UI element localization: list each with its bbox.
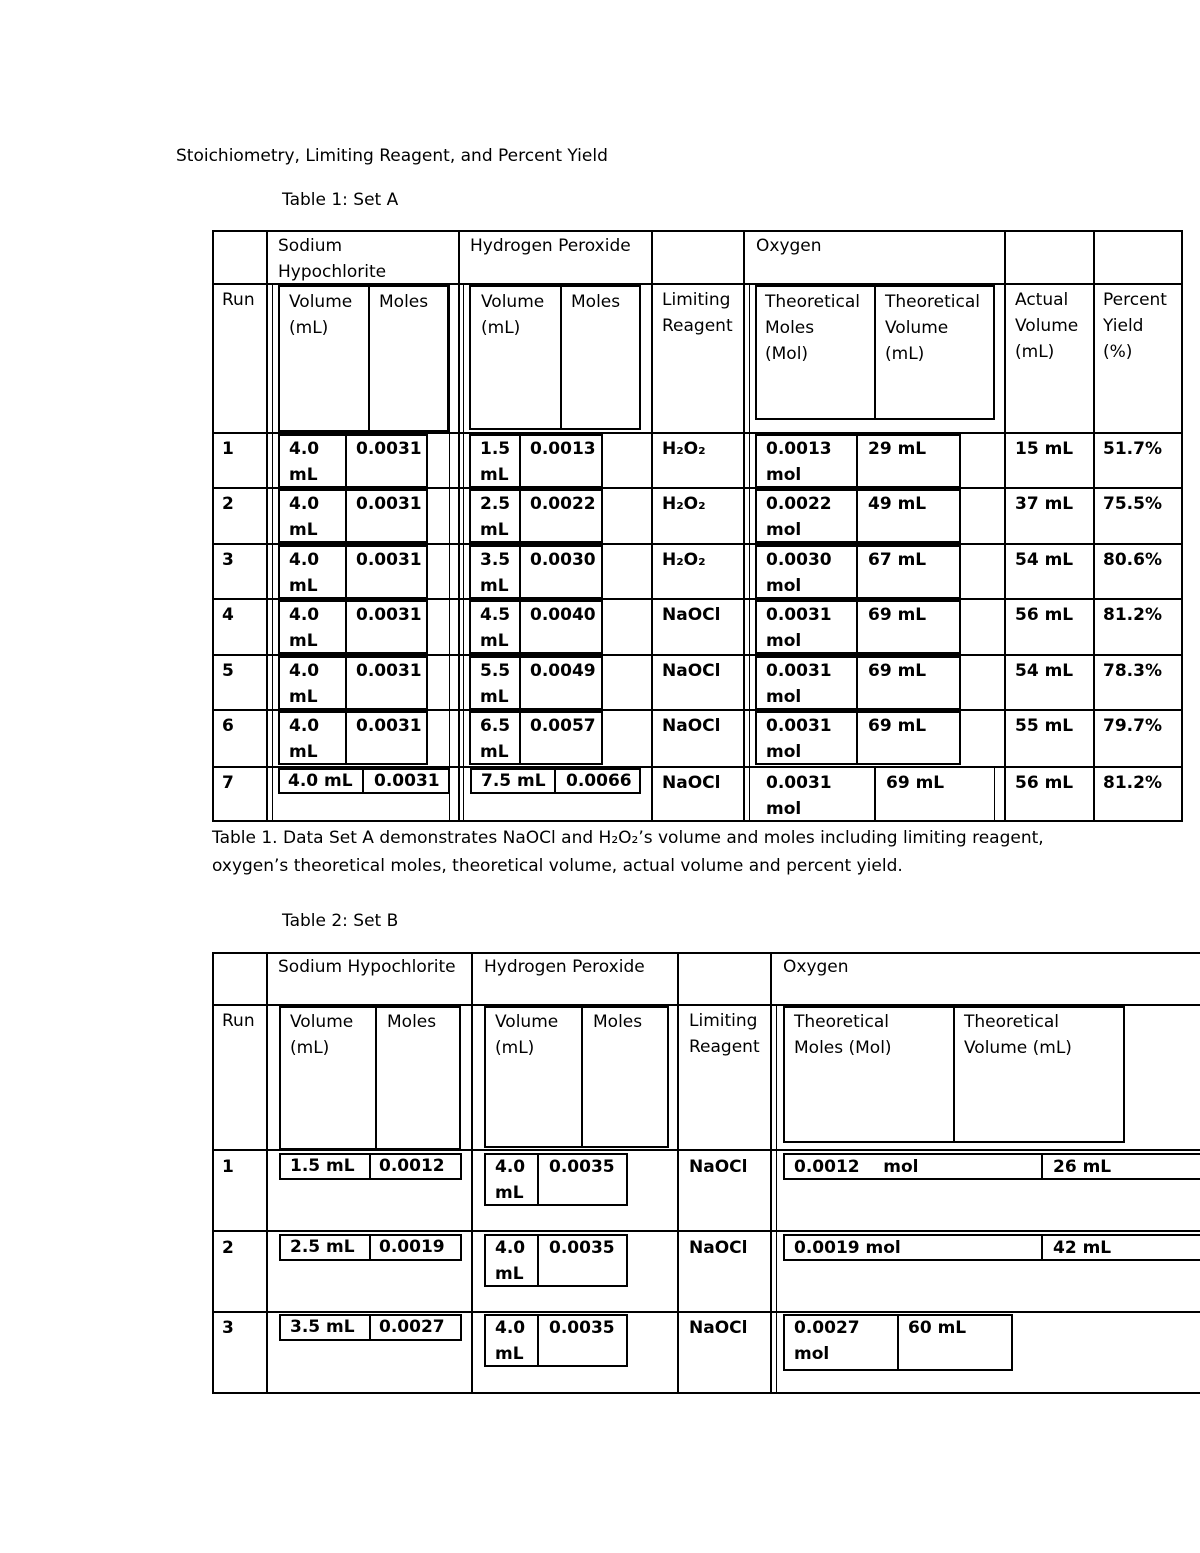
percent-yield-value: 75.5%	[1103, 494, 1162, 514]
actual-volume-value: 54 mL	[1015, 661, 1074, 681]
t2-col-theo-moles: Theoretical Moles (Mol)	[794, 1012, 892, 1058]
theoretical-volume-value: 60 mL	[908, 1318, 967, 1338]
sodium-moles-value: 0.0019	[379, 1237, 445, 1257]
peroxide-moles-value: 0.0035	[549, 1318, 615, 1338]
limiting-reagent-value: NaOCl	[689, 1238, 748, 1258]
theoretical-volume-value: 69 mL	[886, 773, 945, 793]
theoretical-moles-value: 0.0019 mol	[794, 1238, 901, 1258]
table-row-run: 3	[222, 1318, 234, 1338]
theoretical-volume-value: 26 mL	[1053, 1157, 1112, 1177]
table-row-run: 1	[222, 1157, 234, 1177]
t2-group-peroxide: Hydrogen Peroxide	[484, 957, 645, 977]
limiting-reagent-value: H₂O₂	[662, 494, 706, 514]
peroxide-cell-divider	[537, 1314, 539, 1367]
t1-group-peroxide: Hydrogen Peroxide	[470, 236, 631, 256]
sodium-moles-value: 0.0012	[379, 1156, 445, 1176]
table-row-run: 6	[222, 716, 234, 736]
t1-col-h-moles: Moles	[571, 292, 621, 312]
document-title: Stoichiometry, Limiting Reagent, and Percent Yield	[176, 146, 608, 166]
peroxide-moles-value: 0.0030	[530, 550, 596, 570]
peroxide-volume-value: 4.0 mL	[495, 1157, 526, 1203]
theoretical-moles-value: 0.0013 mol	[766, 439, 832, 485]
percent-yield-value: 51.7%	[1103, 439, 1162, 459]
oxygen-cell-divider	[856, 600, 858, 654]
theoretical-moles-value: 0.0031 mol	[766, 661, 832, 707]
actual-volume-value: 56 mL	[1015, 773, 1074, 793]
percent-yield-value: 81.2%	[1103, 605, 1162, 625]
theoretical-volume-value: 42 mL	[1053, 1238, 1112, 1258]
actual-volume-value: 55 mL	[1015, 716, 1074, 736]
limiting-reagent-value: NaOCl	[662, 605, 721, 625]
peroxide-volume-value: 2.5 mL	[480, 494, 511, 540]
sodium-cell-divider	[345, 656, 347, 710]
sodium-volume-value: 4.0 mL	[289, 439, 320, 485]
peroxide-volume-value: 1.5 mL	[480, 439, 511, 485]
theoretical-volume-value: 69 mL	[868, 605, 927, 625]
t1-group-sodium: Sodium Hypochlorite	[278, 236, 387, 282]
peroxide-cell-divider	[519, 656, 521, 710]
peroxide-moles-value: 0.0013	[530, 439, 596, 459]
oxygen-cell-divider	[856, 656, 858, 710]
limiting-reagent-value: H₂O₂	[662, 550, 706, 570]
table1-label: Table 1: Set A	[282, 190, 399, 210]
theoretical-moles-value: 0.0027 mol	[794, 1318, 860, 1364]
table-row-run: 4	[222, 605, 234, 625]
t1-col-limiting: Limiting Reagent	[662, 290, 733, 336]
percent-yield-value: 80.6%	[1103, 550, 1162, 570]
peroxide-moles-value: 0.0049	[530, 661, 596, 681]
oxygen-cell-divider	[856, 711, 858, 765]
limiting-reagent-value: NaOCl	[662, 661, 721, 681]
t2-group-oxygen: Oxygen	[783, 957, 849, 977]
peroxide-volume-value: 4.0 mL	[495, 1318, 526, 1364]
t1-col-theo-moles: Theoretical Moles (Mol)	[765, 292, 860, 364]
t2-col-theo-volume: Theoretical Volume (mL)	[964, 1012, 1072, 1058]
peroxide-cell-divider	[537, 1234, 539, 1287]
theoretical-volume-value: 67 mL	[868, 550, 927, 570]
theoretical-moles-value: 0.0012 mol	[794, 1157, 919, 1177]
peroxide-moles-value: 0.0057	[530, 716, 596, 736]
percent-yield-value: 79.7%	[1103, 716, 1162, 736]
peroxide-cell-divider	[537, 1153, 539, 1206]
theoretical-volume-value: 69 mL	[868, 716, 927, 736]
sodium-cell-divider	[345, 434, 347, 488]
sodium-moles-value: 0.0031	[356, 605, 422, 625]
sodium-volume-value: 4.0 mL	[289, 605, 320, 651]
t2-col-na-volume: Volume (mL)	[290, 1012, 354, 1058]
peroxide-volume-value: 7.5 mL	[481, 771, 546, 791]
t1-col-theo-volume: Theoretical Volume (mL)	[885, 292, 980, 364]
peroxide-cell-divider	[519, 545, 521, 599]
percent-yield-value: 78.3%	[1103, 661, 1162, 681]
peroxide-cell-divider	[519, 434, 521, 488]
limiting-reagent-value: H₂O₂	[662, 439, 706, 459]
theoretical-volume-value: 49 mL	[868, 494, 927, 514]
t2-col-h-moles: Moles	[593, 1012, 643, 1032]
limiting-reagent-value: NaOCl	[662, 716, 721, 736]
actual-volume-value: 37 mL	[1015, 494, 1074, 514]
theoretical-volume-value: 69 mL	[868, 661, 927, 681]
limiting-reagent-value: NaOCl	[689, 1157, 748, 1177]
sodium-moles-value: 0.0027	[379, 1317, 445, 1337]
sodium-moles-value: 0.0031	[374, 771, 440, 791]
peroxide-moles-value: 0.0066	[566, 771, 632, 791]
table-row-run: 5	[222, 661, 234, 681]
actual-volume-value: 54 mL	[1015, 550, 1074, 570]
theoretical-moles-value: 0.0022 mol	[766, 494, 832, 540]
t1-col-actual-volume: Actual Volume (mL)	[1015, 290, 1079, 362]
t1-col-percent-yield: Percent Yield (%)	[1103, 290, 1167, 362]
peroxide-cell-divider	[519, 489, 521, 543]
t2-col-h-volume: Volume (mL)	[495, 1012, 559, 1058]
sodium-cell-divider	[345, 489, 347, 543]
table-row-run: 3	[222, 550, 234, 570]
t2-col-na-moles: Moles	[387, 1012, 437, 1032]
theoretical-moles-value: 0.0030 mol	[766, 550, 832, 596]
sodium-volume-value: 4.0 mL	[289, 661, 320, 707]
sodium-moles-value: 0.0031	[356, 494, 422, 514]
sodium-volume-value: 4.0 mL	[289, 716, 320, 762]
table-row-run: 2	[222, 494, 234, 514]
t1-col-h-volume: Volume (mL)	[481, 292, 545, 338]
peroxide-cell-divider	[519, 711, 521, 765]
actual-volume-value: 15 mL	[1015, 439, 1074, 459]
peroxide-moles-value: 0.0022	[530, 494, 596, 514]
t2-col-limiting: Limiting Reagent	[689, 1011, 760, 1057]
sodium-cell-divider	[369, 1314, 371, 1341]
peroxide-volume-value: 5.5 mL	[480, 661, 511, 707]
limiting-reagent-value: NaOCl	[662, 773, 721, 793]
sodium-cell-divider	[345, 545, 347, 599]
percent-yield-value: 81.2%	[1103, 773, 1162, 793]
peroxide-volume-value: 4.5 mL	[480, 605, 511, 651]
theoretical-volume-value: 29 mL	[868, 439, 927, 459]
oxygen-cell-divider	[874, 768, 876, 822]
t1-col-na-moles: Moles	[379, 292, 429, 312]
oxygen-cell-divider	[1041, 1153, 1043, 1180]
peroxide-moles-value: 0.0035	[549, 1238, 615, 1258]
peroxide-moles-value: 0.0035	[549, 1157, 615, 1177]
oxygen-cell-divider	[897, 1314, 899, 1371]
sodium-cell-divider	[345, 711, 347, 765]
actual-volume-value: 56 mL	[1015, 605, 1074, 625]
peroxide-moles-value: 0.0040	[530, 605, 596, 625]
sodium-volume-value: 3.5 mL	[290, 1317, 355, 1337]
sodium-cell-divider	[362, 768, 364, 794]
peroxide-cell-divider	[519, 600, 521, 654]
t1-col-na-volume: Volume (mL)	[289, 292, 353, 338]
t2-col-run: Run	[222, 1011, 255, 1031]
table-row-run: 7	[222, 773, 234, 793]
sodium-volume-value: 2.5 mL	[290, 1237, 355, 1257]
sodium-cell-divider	[369, 1234, 371, 1261]
sodium-volume-value: 4.0 mL	[288, 771, 353, 791]
oxygen-cell-divider	[856, 434, 858, 488]
table2-label: Table 2: Set B	[282, 911, 399, 931]
sodium-moles-value: 0.0031	[356, 550, 422, 570]
peroxide-volume-value: 6.5 mL	[480, 716, 511, 762]
oxygen-cell-divider	[856, 489, 858, 543]
sodium-moles-value: 0.0031	[356, 716, 422, 736]
table1-caption: Table 1. Data Set A demonstrates NaOCl and H₂O₂’s volume and moles including limiting reagent, oxygen’s theoretical moles, theoretical volume, actual volume and percent yield.	[212, 828, 1044, 876]
theoretical-moles-value: 0.0031 mol	[766, 716, 832, 762]
theoretical-moles-value: 0.0031 mol	[766, 605, 832, 651]
sodium-moles-value: 0.0031	[356, 661, 422, 681]
limiting-reagent-value: NaOCl	[689, 1318, 748, 1338]
peroxide-cell-divider	[554, 768, 556, 794]
t1-col-run: Run	[222, 290, 255, 310]
peroxide-volume-value: 3.5 mL	[480, 550, 511, 596]
t2-group-sodium: Sodium Hypochlorite	[278, 957, 456, 977]
peroxide-volume-value: 4.0 mL	[495, 1238, 526, 1284]
theoretical-moles-value: 0.0031 mol	[766, 773, 832, 819]
sodium-volume-value: 4.0 mL	[289, 550, 320, 596]
sodium-cell-divider	[345, 600, 347, 654]
sodium-cell-divider	[369, 1153, 371, 1180]
sodium-volume-value: 1.5 mL	[290, 1156, 355, 1176]
sodium-volume-value: 4.0 mL	[289, 494, 320, 540]
oxygen-cell-divider	[1041, 1234, 1043, 1261]
t1-group-oxygen: Oxygen	[756, 236, 822, 256]
table-row-run: 2	[222, 1238, 234, 1258]
sodium-moles-value: 0.0031	[356, 439, 422, 459]
oxygen-cell-divider	[856, 545, 858, 599]
table-row-run: 1	[222, 439, 234, 459]
